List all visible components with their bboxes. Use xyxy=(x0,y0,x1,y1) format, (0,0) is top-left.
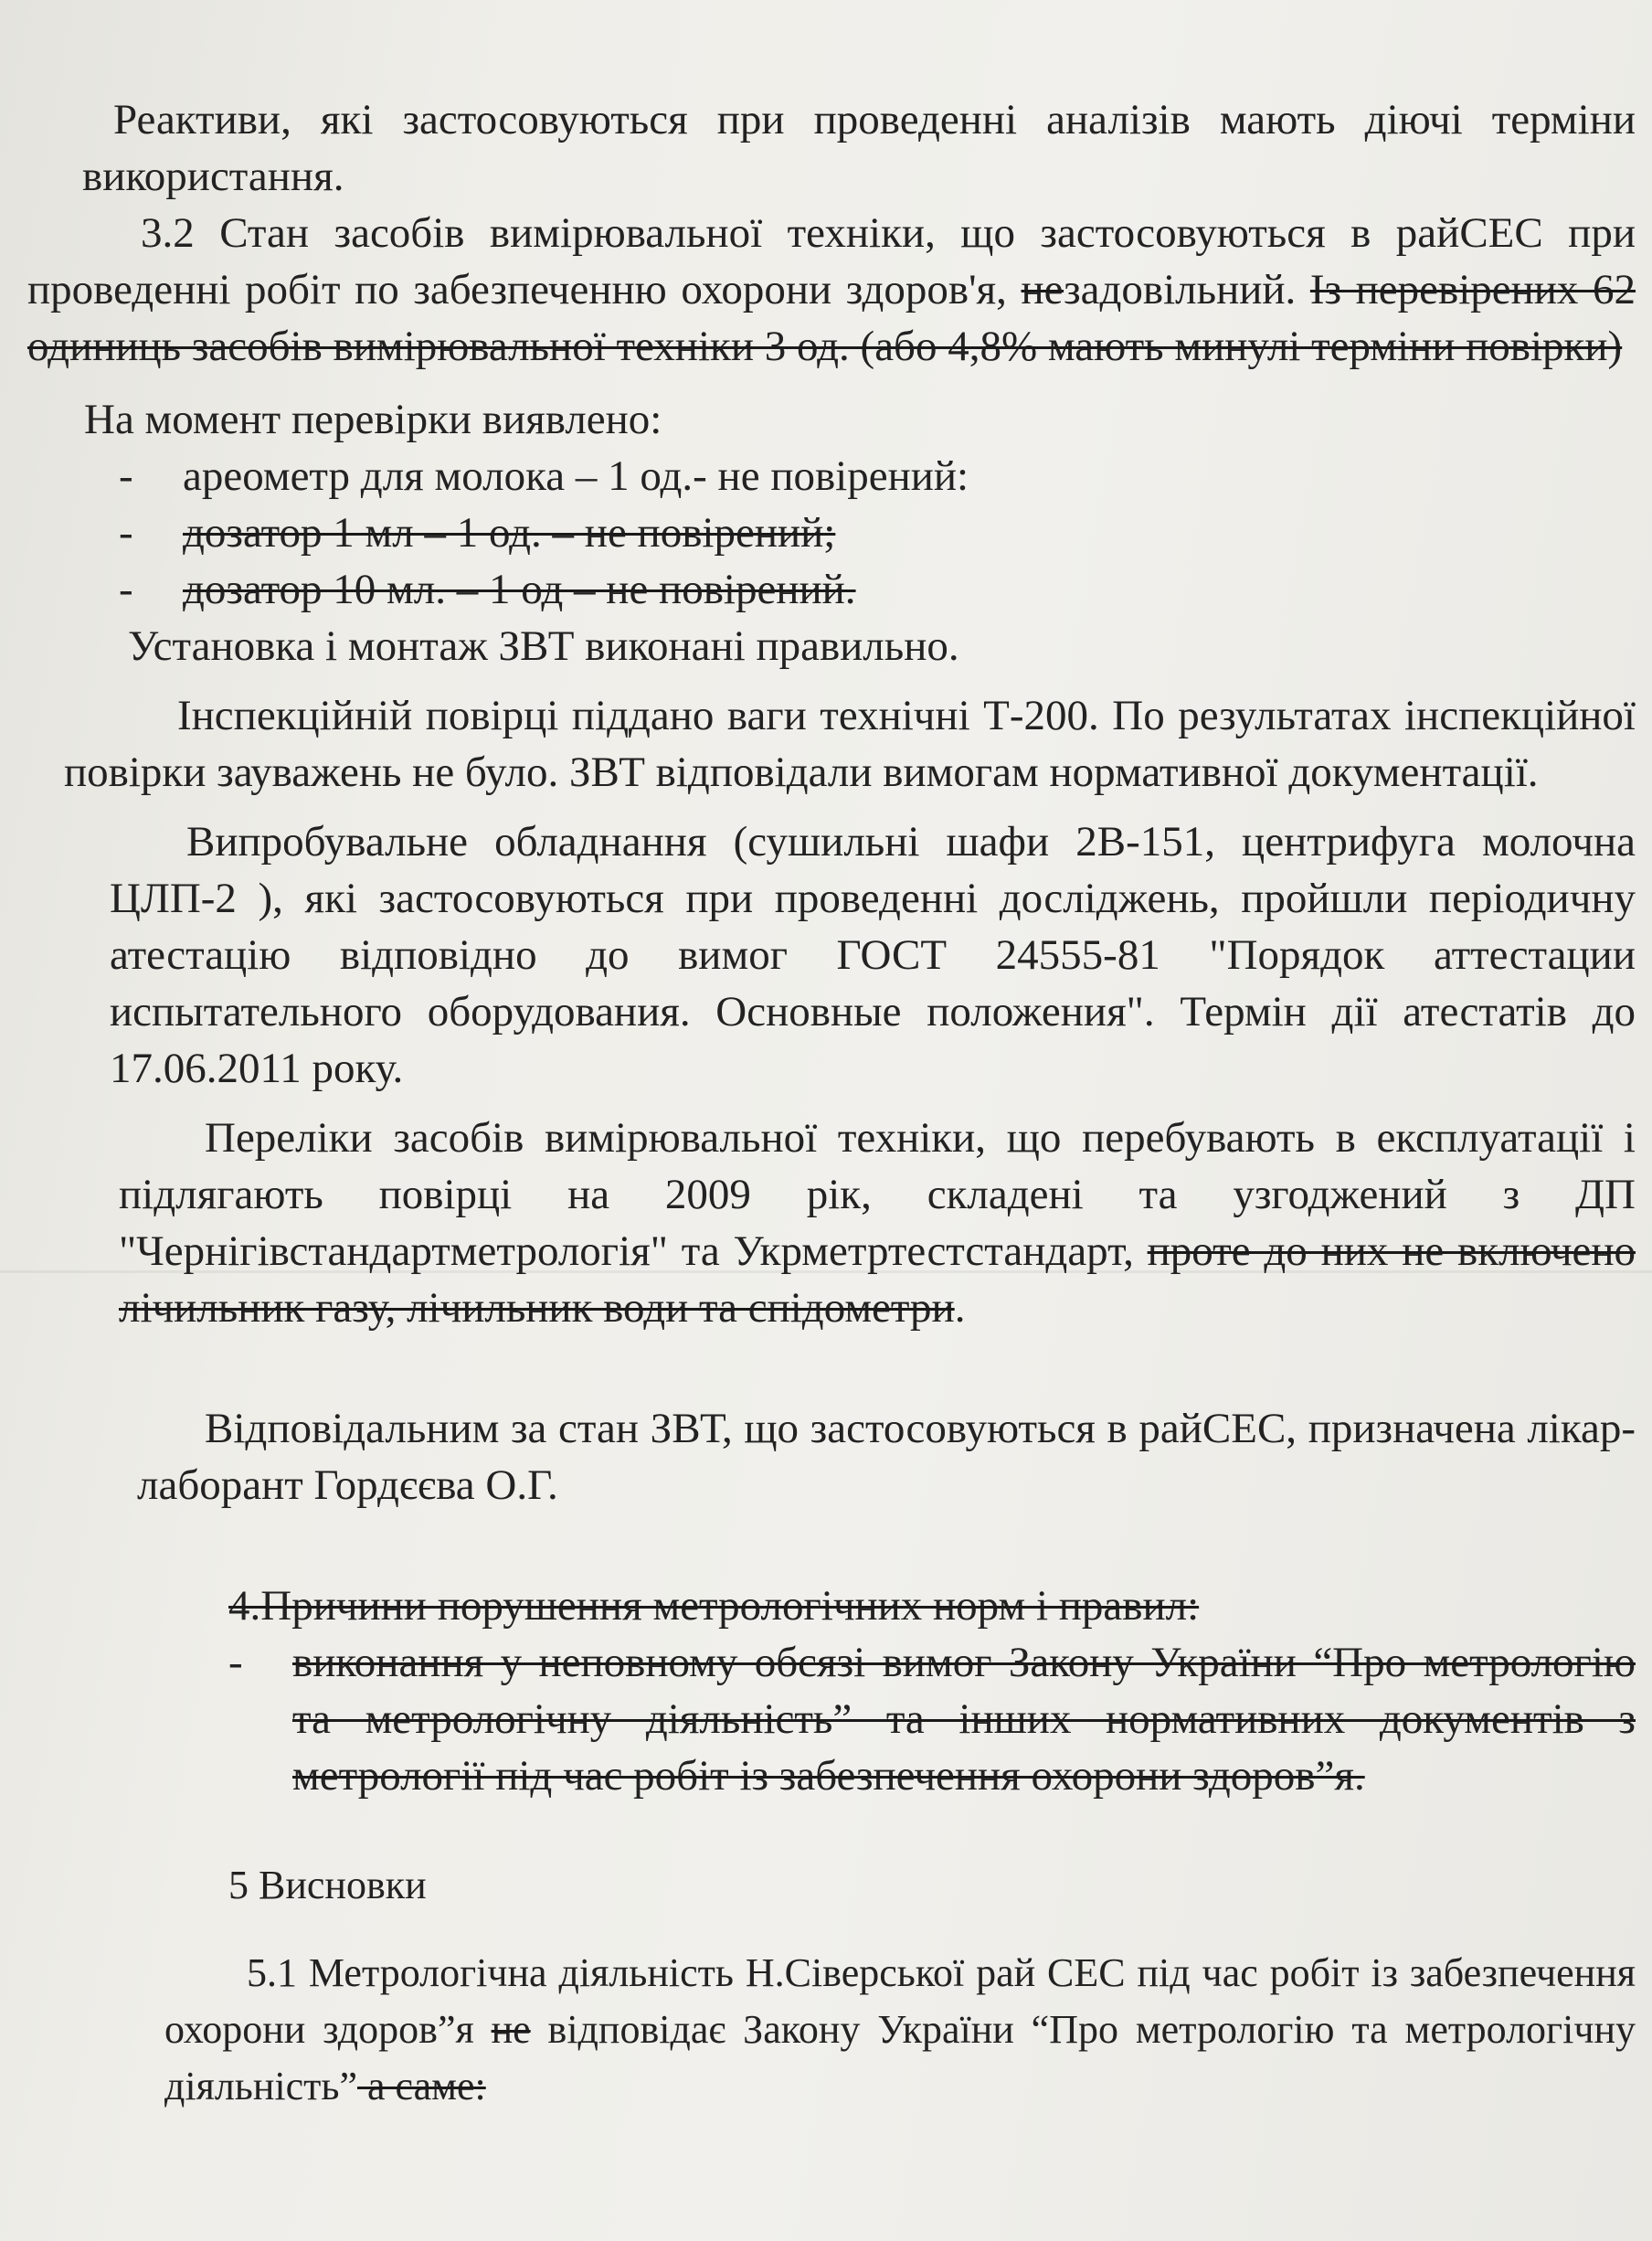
found-item-text: дозатор 1 мл – 1 од. – не повірений; xyxy=(183,509,836,557)
list-dash: - xyxy=(228,1639,243,1686)
reagents-paragraph: Реактиви, які застосовуються при проведенні аналізів мають діючі терміни використання. xyxy=(82,96,1636,200)
responsible-paragraph: Відповідальним за стан ЗВТ, що застосовуються в райСЕС, призначена лікар-лаборант Гордєєва О.Г. xyxy=(137,1405,1636,1509)
struck-ne: не xyxy=(1021,266,1064,313)
spacer xyxy=(27,1513,1636,1577)
lists-text: Переліки засобів вимірювальної техніки, що перебувають в експлуатації і підлягають повірці на 2009 рік, складені та узгоджений з ДП "Чернігівстандартметрологія" та Укрметртестстандарт, xyxy=(119,1114,1636,1275)
measuring-state-text-a: 3.2 Стан засобів вимірювальної техніки, що застосовуються в райСЕС при проведенні робіт по забезпеченню охорони здоров'я, xyxy=(27,209,1636,313)
found-intro: На момент перевірки виявлено: xyxy=(84,396,662,443)
found-item-struck xyxy=(27,561,1636,618)
conclusion-text-b: відповідає Закону України “Про метрологію та метрологічну діяльність” xyxy=(164,2007,1636,2108)
list-dash: - xyxy=(119,509,133,557)
spacer xyxy=(27,1336,1636,1400)
inspection-paragraph: Інспекційній повірці піддано ваги технічні Т-200. По результатах інспекційної повірки зауважень не було. ЗВТ відповідали вимогам нормативної документації. xyxy=(64,692,1636,796)
section-5 xyxy=(27,1857,1636,2115)
section-4-heading: 4.Причини порушення метрологічних норм і правил: xyxy=(228,1582,1200,1630)
conclusion-paragraph xyxy=(164,1945,1636,2115)
found-item xyxy=(27,448,1636,504)
section-4-item-text: виконання у неповному обсязі вимог Закону України “Про метрологію та метрологічну діяльність” та інших нормативних документів з метрології під час робіт із забезпечення охорони здоров”я. xyxy=(292,1639,1636,1800)
install-paragraph: Установка і монтаж ЗВТ виконані правильно. xyxy=(128,622,959,670)
section-4-item xyxy=(228,1634,1636,1804)
struck-lists-tail: проте до них не включено лічильник газу, лічильник води та спідометри xyxy=(119,1227,1636,1332)
lists-paragraph xyxy=(27,1110,1636,1336)
found-item-text: ареометр для молока – 1 од.- не повірений: xyxy=(183,452,969,500)
spacer xyxy=(27,1804,1636,1857)
found-item-text: дозатор 10 мл. – 1 од – не повірений. xyxy=(183,566,856,613)
section-5-heading: 5 Висновки xyxy=(228,1863,427,1907)
list-dash: - xyxy=(119,452,133,500)
list-dash: - xyxy=(119,566,133,613)
document-body xyxy=(27,91,1636,2115)
measuring-state-paragraph xyxy=(27,205,1636,375)
equipment-paragraph: Випробувальне обладнання (сушильні шафи 2В-151, центрифуга молочна ЦЛП-2 ), які застосовуються при проведенні досліджень, пройшли періодичну атестацію відповідно до вимог ГОСТ 24555-81 "Порядок аттестации испытательного оборудования. Основные положения". Термін дії атестатів до 17.06.2011 року. xyxy=(110,818,1636,1092)
measuring-state-text-b: задовільний. xyxy=(1064,266,1310,313)
struck-ne: не xyxy=(491,2007,531,2052)
struck-conclusion-tail: а саме: xyxy=(357,2064,486,2108)
found-list xyxy=(27,448,1636,618)
lists-period: . xyxy=(954,1284,966,1332)
struck-verification-sentence: Із перевірених 62 одиниць засобів вимірювальної техніки 3 од. (або 4,8% мають минулі терміни повірки) xyxy=(27,266,1636,370)
section-4 xyxy=(27,1577,1636,1804)
conclusion-text-a: 5.1 Метрологічна діяльність Н.Сіверської рай СЕС під час робіт із забезпечення охорони здоров”я xyxy=(164,1950,1636,2052)
found-item-struck xyxy=(27,504,1636,561)
